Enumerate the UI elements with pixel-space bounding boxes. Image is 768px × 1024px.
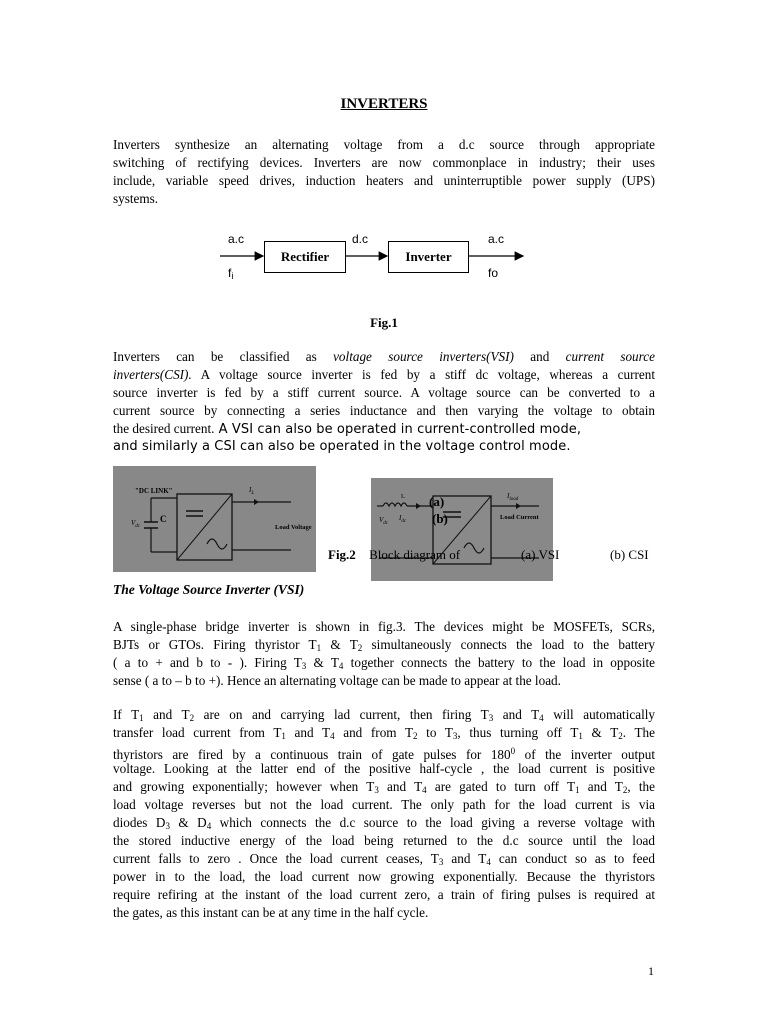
intro-line: switching of rectifying devices. Inverters are now commonplace in industry; their uses bbox=[113, 155, 655, 170]
vsi-capacitor-label: C bbox=[160, 514, 167, 524]
classification-paragraph bbox=[113, 348, 655, 456]
fig2-caption-a: (a) VSI bbox=[521, 547, 560, 562]
fig2-caption-label: Fig.2 bbox=[328, 547, 356, 562]
fig1-caption: Fig.1 bbox=[370, 315, 398, 330]
csi-iload-label: $I_{load}$ bbox=[507, 492, 519, 502]
para3-line: the gates, as this instant can be at any time in the half cycle. bbox=[113, 905, 429, 920]
csi-idc-label: $I_{dc}$ bbox=[399, 514, 407, 524]
page-number: 1 bbox=[648, 964, 654, 978]
classify-line: inverters(CSI). A voltage source inverter is fed by a stiff dc voltage, whereas a current bbox=[113, 367, 655, 382]
fig2-caption-text: Block diagram of bbox=[369, 547, 461, 562]
fig1-block-diagram bbox=[200, 228, 540, 292]
classify-line: source inverter is fed by a stiff current source. A voltage source can be converted to a bbox=[113, 385, 655, 400]
fig2-label-a: (a) bbox=[429, 494, 445, 509]
firing-sequence-paragraph bbox=[113, 706, 655, 922]
input-frequency-label: $f_i$ bbox=[228, 266, 234, 281]
output-frequency-label: fo bbox=[488, 266, 499, 280]
fig2-caption-b: (b) CSI bbox=[610, 547, 649, 562]
vsi-load-voltage-label: Load Voltage bbox=[275, 524, 312, 531]
para3-line: thyristors are fired by a continuous train of gate pulses for $180^0$ of the inverter output bbox=[113, 746, 655, 762]
classify-line: current source by connecting a series inductance and then varying the voltage to obtain bbox=[113, 403, 655, 418]
vsi-circuit-drawing bbox=[113, 466, 316, 572]
page-title: INVERTERS bbox=[340, 96, 428, 112]
bridge-inverter-paragraph bbox=[113, 618, 655, 690]
classify-line: Inverters can be classified as voltage source inverters(VSI) and current source bbox=[113, 349, 655, 364]
para3-line: transfer load current from $T_1$ and $T_4$ and from $T_2$ to $T_3$, thus turning off $T_1$ & $T_2$. The bbox=[113, 725, 655, 741]
para2-line: BJTs or GTOs. Firing thyristor $T_1$ & $T_2$ simultaneously connects the load to the battery bbox=[113, 637, 656, 653]
fig2-caption bbox=[328, 547, 460, 563]
para3-line: diodes $D_3$ & $D_4$ which connects the d.c source to the load giving a reverse voltage with bbox=[113, 815, 655, 831]
para3-line: voltage. Looking at the latter end of the positive half-cycle , the load current is positive bbox=[113, 761, 655, 776]
vsi-vdc-label: $V_{dc}$ bbox=[131, 519, 141, 529]
input-ac-label: a.c bbox=[228, 232, 245, 246]
dc-label: d.c bbox=[352, 232, 369, 246]
rectifier-block: Rectifier bbox=[264, 241, 346, 273]
para2-line: ( a to + and b to - ). Firing $T_3$ & $T_4$ together connects the battery to the load in opposite bbox=[113, 655, 655, 671]
csi-circuit-drawing bbox=[371, 478, 553, 581]
output-ac-label: a.c bbox=[488, 232, 505, 246]
para3-line: current falls to zero . Once the load current ceases, $T_3$ and $T_4$ can conduct so as to feed bbox=[113, 851, 655, 867]
para3-line: load voltage reverses but not the load current. The only path for the load current is via bbox=[113, 797, 655, 812]
vsi-section-heading: The Voltage Source Inverter (VSI) bbox=[113, 582, 305, 597]
classify-line: and similarly a CSI can also be operated in the voltage control mode. bbox=[113, 439, 571, 454]
para3-line: power in to the load, the load current now growing exponentially. Because the thyristors bbox=[113, 869, 655, 884]
para3-line: require refiring at the instant of the load current zero, a train of firing pulses is required at bbox=[113, 887, 655, 902]
para3-line: the stored inductive energy of the load being returned to the d.c source until the load bbox=[113, 833, 655, 848]
intro-line: Inverters synthesize an alternating voltage from a d.c source through appropriate bbox=[113, 137, 655, 152]
intro-paragraph bbox=[113, 136, 655, 208]
csi-vdc-label: $V_{dc}$ bbox=[379, 516, 389, 526]
inverter-block: Inverter bbox=[388, 241, 469, 273]
csi-load-current-label: Load Current bbox=[500, 514, 539, 521]
para2-line: A single-phase bridge inverter is shown in fig.3. The devices might be MOSFETs, SCRs, bbox=[113, 619, 655, 634]
classify-line: the desired current. A VSI can also be operated in current-controlled mode, bbox=[113, 421, 582, 437]
para2-line: sense ( a to – b to +). Hence an alternating voltage can be made to appear at the load. bbox=[113, 673, 561, 688]
vsi-il-label: $I_L$ bbox=[249, 486, 255, 496]
vsi-block-diagram-image bbox=[113, 466, 316, 572]
vsi-dc-link-label: "DC LINK" bbox=[135, 487, 173, 495]
fig2-label-b: (b) bbox=[432, 511, 448, 526]
csi-inductor-label: L bbox=[401, 493, 405, 500]
intro-line: systems. bbox=[113, 191, 159, 206]
csi-block-diagram-image bbox=[371, 478, 553, 581]
para3-line: and growing exponentially; however when $T_3$ and $T_4$ are gated to turn off $T_1$ and $T_2$, the bbox=[113, 779, 655, 795]
para3-line: If $T_1$ and $T_2$ are on and carrying lad current, then firing $T_3$ and $T_4$ will automatically bbox=[113, 707, 656, 723]
intro-line: include, variable speed drives, induction heaters and uninterruptible power supply (UPS) bbox=[113, 173, 655, 188]
